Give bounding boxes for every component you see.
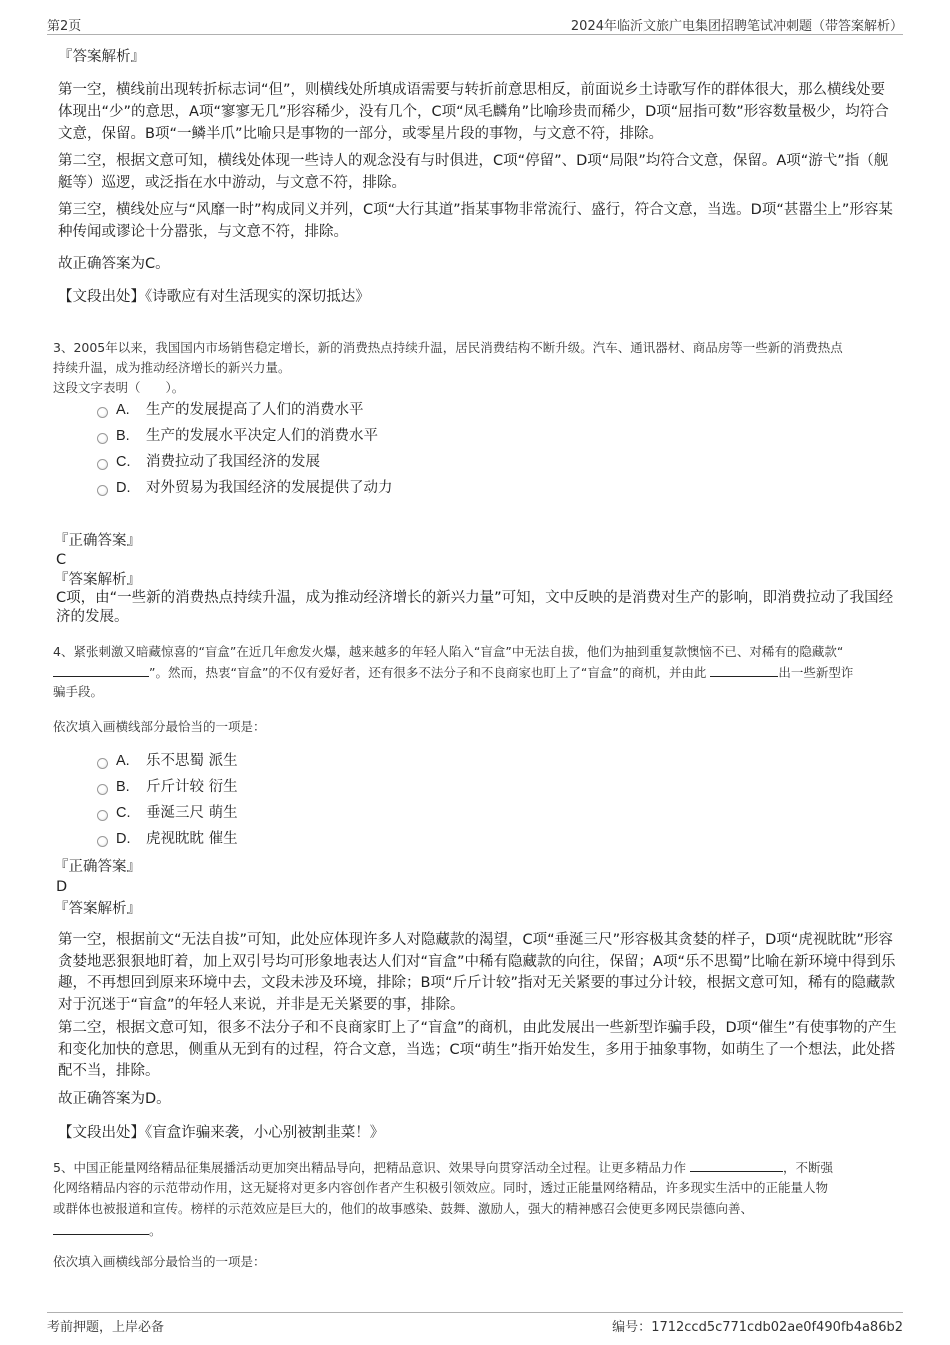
q4-stem-line3: 骗手段。 bbox=[53, 684, 104, 699]
q4-analysis-para2: 第二空，根据文意可知，很多不法分子和不良商家盯上了“盲盒”的商机，由此发展出一些新型诈骗手段，D项“催生”有使事物的产生和变化加快的意思，侧重从无到有的过程，符合文意，当选；C项“萌生”指开始发生，多用于抽象事物，如萌生了一个想法，此处搭配不当，排除。 bbox=[58, 1020, 897, 1079]
q4-stem-line1: 4、紧张刺激又暗藏惊喜的“盲盒”在近几年愈发火爆，越来越多的年轻人陷入“盲盒”中无法自拔，他们为抽到重复款懊恼不已、对稀有的隐藏款“ bbox=[53, 644, 844, 659]
q2-analysis-para3: 第三空，横线处应与“风靡一时”构成同义并列，C项“大行其道”指某事物非常流行、盛行，符合文意，当选。D项“甚嚣尘上”形容某种传闻或谬论十分嚣张，与文意不符，排除。 bbox=[58, 202, 893, 240]
footer-slogan: 考前押题，上岸必备 bbox=[47, 1320, 165, 1335]
q4-answer-label: 『正确答案』 bbox=[54, 859, 141, 875]
q2-analysis-para2: 第二空，根据文意可知，横线处体现一些诗人的观念没有与时俱进，C项“停留”、D项“局限”均符合文意，保留。A项“游弋”指（舰艇等）巡逻，或泛指在水中游动，与文意不符，排除。 bbox=[58, 153, 889, 191]
q3-option-b[interactable]: B. 生产的发展水平决定人们的消费水平 bbox=[97, 425, 378, 447]
q2-analysis-para1: 第一空，横线前出现转折标志词“但”，则横线处所填成语需要与转折前意思相反，前面说乡土诗歌写作的群体很大，那么横线处要体现出“少”的意思，A项“寥寥无几”形容稀少，没有几个，C项“凤毛麟角”比喻珍贵而稀少，D项“屈指可数”形容数量极少，均符合文意，保留。B项“一鳞半爪”比喻只是事物的一部分，或零星片段的事物，与文意不符，排除。 bbox=[58, 82, 889, 142]
blank-line bbox=[690, 1157, 783, 1172]
q4-answer: D bbox=[56, 879, 68, 895]
radio-icon[interactable] bbox=[97, 758, 108, 769]
q4-stem-line2: ”。然而，热衷“盲盒”的不仅有爱好者，还有很多不法分子和不良商家也盯上了“盲盒”的商机，并由此 出一些新型诈 bbox=[53, 662, 853, 683]
blank-line bbox=[710, 662, 778, 677]
q3-stem-line1: 3、2005年以来，我国国内市场销售稳定增长，新的消费热点持续升温，居民消费结构不断升级。汽车、通讯器材、商品房等一些新的消费热点 bbox=[53, 340, 843, 355]
q5-stem-line4: 。 bbox=[53, 1220, 162, 1241]
q3-option-d[interactable]: D. 对外贸易为我国经济的发展提供了动力 bbox=[97, 477, 393, 499]
q4-analysis-para1: 第一空，根据前文“无法自拔”可知，此处应体现许多人对隐藏款的渴望，C项“垂涎三尺”形容极其贪婪的样子，D项“虎视眈眈”形容贪婪地恶狠狠地盯着，加上双引号均可形象地表达人们对“盲盒”中稀有隐藏款的向往，保留；A项“乐不思蜀”比喻在新环境中得到乐趣，不再想回到原来环境中去，文段未涉及环境，排除；B项“斤斤计较”指对无关紧要的事过分计较，根据文意可知，稀有的隐藏款对于沉迷于“盲盒”的年轻人来说，并非是无关紧要的事，排除。 bbox=[58, 932, 896, 1013]
q3-answer-label: 『正确答案』 bbox=[54, 533, 141, 549]
q5-stem-line3: 或群体也被报道和宣传。榜样的示范效应是巨大的，他们的故事感染、鼓舞、激励人，强大的精神感召会使更多网民崇德向善、 bbox=[53, 1201, 754, 1216]
q5-stem-line1: 5、中国正能量网络精品征集展播活动更加突出精品导向，把精品意识、效果导向贯穿活动全过程。让更多精品力作 ，不断强 bbox=[53, 1157, 833, 1178]
q5-stem-line2: 化网络精品内容的示范带动作用，这无疑将对更多内容创作者产生积极引领效应。同时，透过正能量网络精品，许多现实生活中的正能量人物 bbox=[53, 1180, 829, 1195]
q3-prompt: 这段文字表明（ ）。 bbox=[53, 380, 185, 395]
document-id: 编号：1712ccd5c771cdb02ae0f490fb4a86b2 bbox=[612, 1320, 903, 1335]
radio-icon[interactable] bbox=[97, 810, 108, 821]
q4-option-a[interactable]: A. 乐不思蜀 派生 bbox=[97, 750, 238, 772]
q4-analysis-label: 『答案解析』 bbox=[54, 901, 141, 917]
q2-analysis-label: 『答案解析』 bbox=[58, 49, 145, 65]
page-header bbox=[47, 12, 903, 35]
q4-option-b[interactable]: B. 斤斤计较 衍生 bbox=[97, 776, 238, 798]
radio-icon[interactable] bbox=[97, 407, 108, 418]
q4-option-c[interactable]: C. 垂涎三尺 萌生 bbox=[97, 802, 238, 824]
q3-analysis-label: 『答案解析』 bbox=[54, 572, 141, 588]
q2-source: 【文段出处】《诗歌应有对生活现实的深切抵达》 bbox=[58, 289, 370, 305]
q3-analysis: C项，由“一些新的消费热点持续升温，成为推动经济增长的新兴力量”可知，文中反映的是消费对生产的影响，即消费拉动了我国经济的发展。 bbox=[56, 590, 894, 625]
q4-conclusion: 故正确答案为D。 bbox=[58, 1091, 171, 1107]
q3-answer: C bbox=[56, 552, 67, 568]
q2-conclusion: 故正确答案为C。 bbox=[58, 256, 170, 272]
q5-prompt: 依次填入画横线部分最恰当的一项是： bbox=[53, 1254, 266, 1269]
radio-icon[interactable] bbox=[97, 784, 108, 795]
q4-prompt: 依次填入画横线部分最恰当的一项是： bbox=[53, 719, 266, 734]
q4-source: 【文段出处】《盲盒诈骗来袭，小心别被割韭菜！》 bbox=[58, 1125, 385, 1141]
q4-option-d[interactable]: D. 虎视眈眈 催生 bbox=[97, 828, 238, 850]
q3-option-a[interactable]: A. 生产的发展提高了人们的消费水平 bbox=[97, 399, 364, 421]
q3-option-c[interactable]: C. 消费拉动了我国经济的发展 bbox=[97, 451, 320, 473]
radio-icon[interactable] bbox=[97, 459, 108, 470]
q3-stem-line2: 持续升温，成为推动经济增长的新兴力量。 bbox=[53, 360, 291, 375]
blank-line bbox=[53, 1220, 149, 1235]
blank-line bbox=[53, 662, 149, 677]
page-number: 第2页 bbox=[47, 19, 82, 34]
document-title: 2024年临沂文旅广电集团招聘笔试冲刺题（带答案解析） bbox=[570, 19, 903, 34]
radio-icon[interactable] bbox=[97, 836, 108, 847]
page-footer bbox=[47, 1312, 903, 1335]
radio-icon[interactable] bbox=[97, 485, 108, 496]
radio-icon[interactable] bbox=[97, 433, 108, 444]
